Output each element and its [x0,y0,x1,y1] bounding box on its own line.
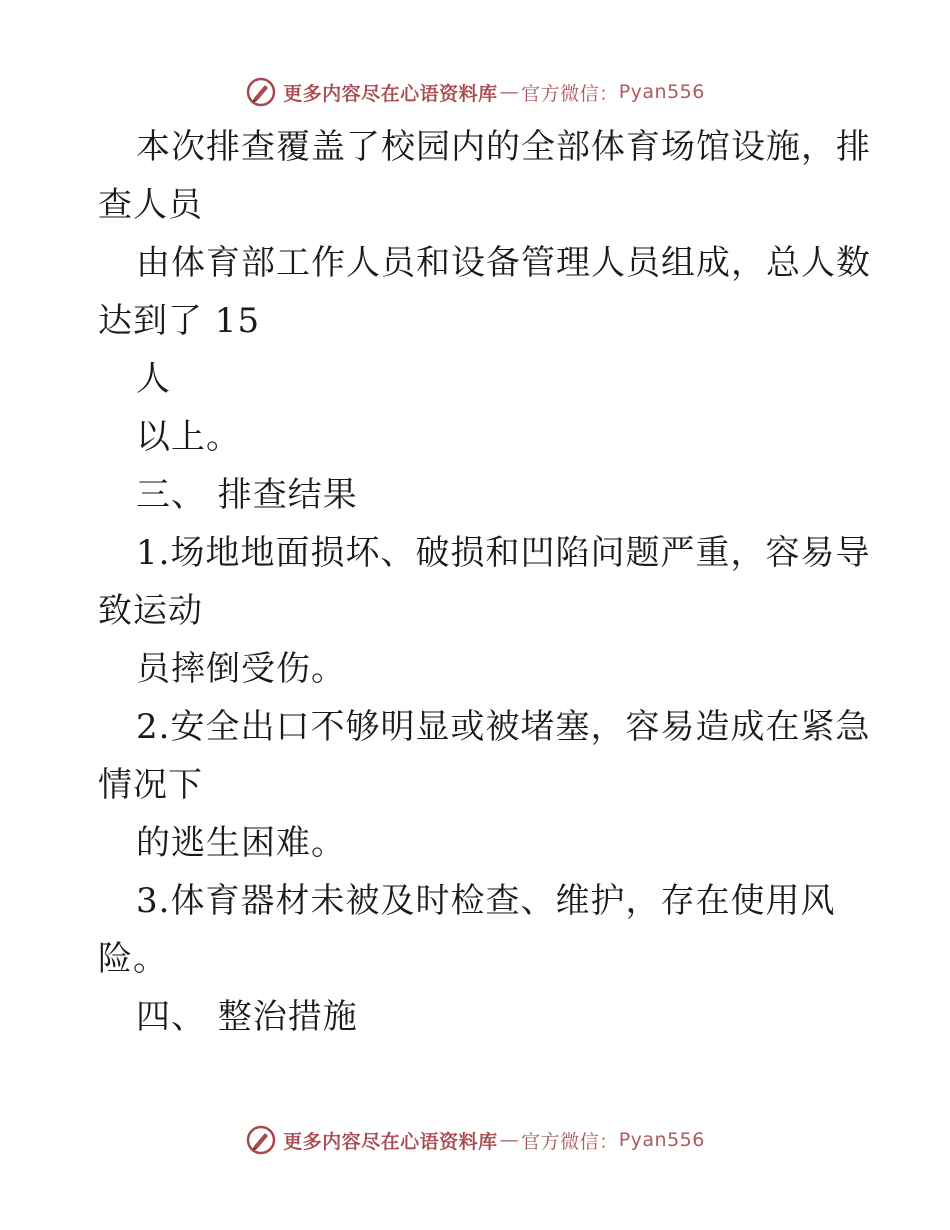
header-suffix: 官方微信： [521,82,619,105]
pen-logo-icon [245,1124,277,1156]
paragraph-line: 查人员 [98,185,203,225]
list-item-continuation: 的逃生困难。 [136,823,346,863]
list-item: 3.体育器材未被及时检查、维护，存在使用风 [136,881,836,921]
list-item-continuation: 致运动 [98,591,203,631]
paragraph-line: 人 [136,359,171,399]
document-body [98,118,871,1046]
header-separator: — [499,81,520,103]
list-item: 1.场地地面损坏、破损和凹陷问题严重，容易导 [136,533,871,573]
section-heading: 四、 整治措施 [136,997,358,1037]
pen-logo-icon [245,76,277,108]
footer-suffix: 官方微信： [521,1130,619,1153]
header-watermark [0,72,950,112]
list-item-continuation: 情况下 [98,765,203,805]
header-brand: 更多内容尽在心语资料库 [283,82,498,105]
footer-separator: — [499,1129,520,1151]
paragraph-line: 达到了 15 [98,301,261,341]
section-heading: 三、 排查结果 [136,475,358,515]
list-item-continuation: 员摔倒受伤。 [136,649,346,689]
footer-brand: 更多内容尽在心语资料库 [283,1130,498,1153]
paragraph-line: 以上。 [136,417,241,457]
footer-account: Pyan556 [618,1129,705,1151]
list-item-continuation: 险。 [98,939,168,979]
header-account: Pyan556 [618,81,705,103]
footer-watermark [0,1120,950,1160]
paragraph-line: 本次排查覆盖了校园内的全部体育场馆设施，排 [136,127,871,167]
paragraph-line: 由体育部工作人员和设备管理人员组成，总人数 [136,243,871,283]
list-item: 2.安全出口不够明显或被堵塞，容易造成在紧急 [136,707,871,747]
